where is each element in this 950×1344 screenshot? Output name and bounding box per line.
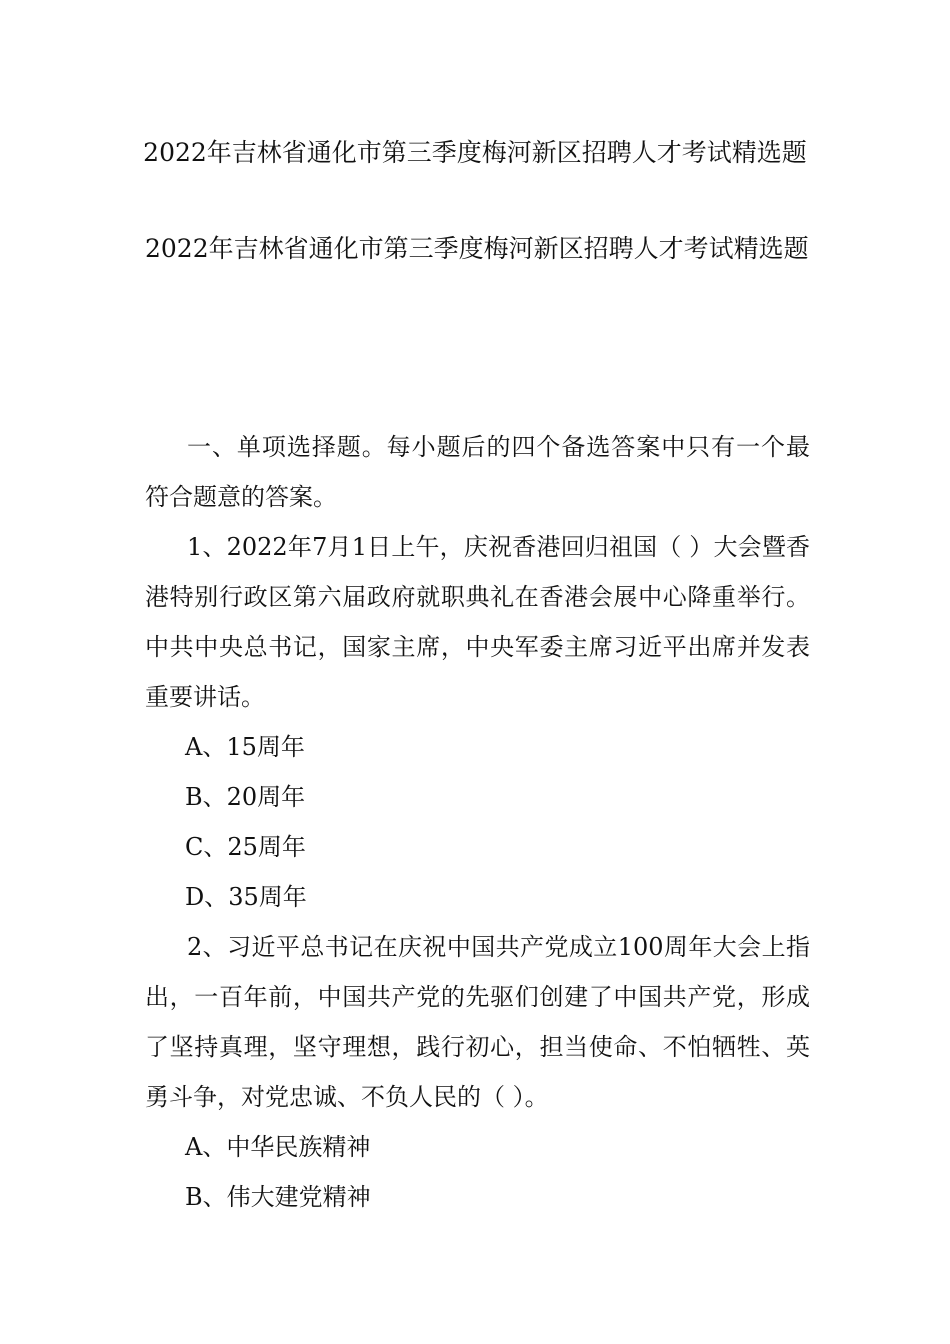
option-b: B、20周年: [185, 783, 306, 811]
option-d: D、35周年: [185, 883, 307, 911]
option-b: B、伟大建党精神: [185, 1183, 371, 1211]
document-title: 2022年吉林省通化市第三季度梅河新区招聘人才考试精选题: [143, 138, 807, 167]
question-stem: 1、2022年7月1日上午，庆祝香港回归祖国（ ）大会暨香港特别行政区第六届政府就职典礼在香港会展中心降重举行。中共中央总书记，国家主席，中央军委主席习近平出席并发表重要讲话。: [145, 533, 810, 711]
option-c: C、25周年: [185, 833, 306, 861]
document-subtitle: 2022年吉林省通化市第三季度梅河新区招聘人才考试精选题: [145, 234, 809, 263]
option-a: A、中华民族精神: [185, 1133, 371, 1161]
question-2: [145, 922, 810, 1222]
document-body: [145, 422, 810, 1222]
section-heading: 一、单项选择题。每小题后的四个备选答案中只有一个最符合题意的答案。: [145, 433, 810, 511]
question-1: [145, 522, 810, 922]
question-stem: 2、习近平总书记在庆祝中国共产党成立100周年大会上指出，一百年前，中国共产党的先驱们创建了中国共产党，形成了坚持真理，坚守理想，践行初心，担当使命、不怕牺牲、英勇斗争，对党忠诚、不负人民的（ ）。: [145, 933, 810, 1111]
option-a: A、15周年: [185, 733, 305, 761]
